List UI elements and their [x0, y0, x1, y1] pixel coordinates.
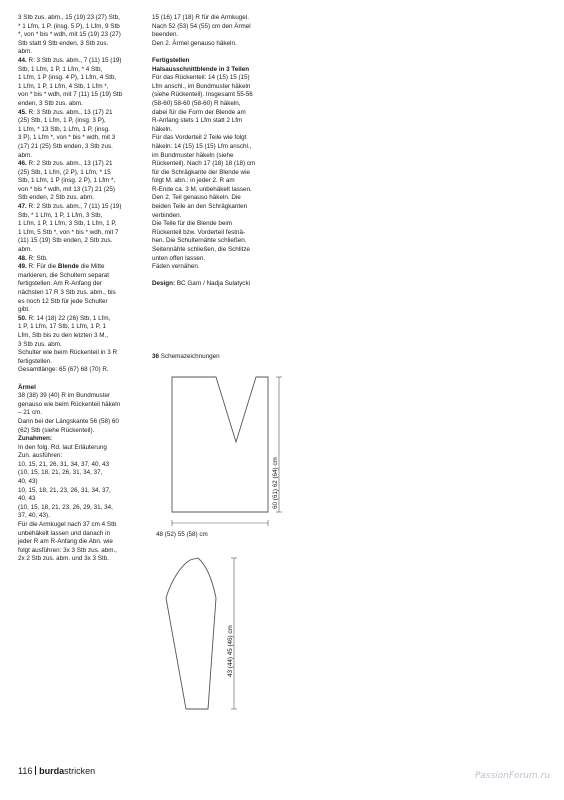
sleeve-height-label: 43 (44) 45 (46) cm	[227, 625, 234, 677]
footer-divider	[35, 766, 36, 775]
text-line: 1 Lfm, 5 Stb *, von * bis * wdh, mit 7	[18, 228, 119, 236]
text-line: fertigstellen. Am R-Anfang der	[18, 280, 102, 288]
text-line: verbinden.	[152, 211, 182, 219]
text-line: beenden.	[152, 31, 179, 39]
body-width-label: 48 (52) 55 (58) cm	[156, 531, 208, 538]
text-line: (25) Stb, 1 Lfm, 1 P, (insg. 3 P),	[18, 117, 106, 125]
text-line: nächsten 17 R 3 Stb zus. abm., bis	[18, 289, 116, 296]
text-line: Lfm anschl., im Bundmuster häkeln	[152, 82, 251, 90]
text-line: 40, 43)	[18, 478, 38, 486]
text-line: 37, 40, 43).	[18, 512, 50, 520]
text-line: 38 (38) 39 (40) R im Bundmuster	[18, 392, 111, 400]
text-line: 10, 15, 18, 21, 23, 26, 31, 34, 37,	[18, 486, 111, 494]
watermark: PassionForum.ru	[474, 771, 550, 781]
text-line: 1 Lfm, 1 P, 1 Lfm, 3 Stb, 1 Lfm, 1 P,	[18, 220, 117, 228]
text-line: unten offen lassen.	[152, 254, 206, 262]
page-number: 116	[18, 766, 33, 776]
text-line: häkeln.	[152, 125, 173, 133]
row-number: 44.	[18, 56, 27, 64]
text-line: Den 2. Teil genauso häkeln. Die	[152, 194, 241, 202]
text-line: Den 2. Ärmel genauso häkeln.	[152, 39, 237, 47]
text-line: Für das Vorderteil 2 Teile wie folgt	[152, 134, 247, 142]
text-line: jeder R am R-Anfang die Abn. wie	[18, 538, 113, 546]
section-heading: Fertigstellen	[152, 56, 190, 64]
body-piece-outline	[172, 377, 268, 512]
text-line: Stb, 1 Lfm, 1 P, 1 Lfm, * 4 Stb,	[18, 65, 103, 73]
text-line: 3 Stb zus. abm.	[18, 340, 62, 348]
row-number: 50.	[18, 314, 27, 322]
text-line: (25) Stb, 1 Lfm, (2 P), 1 Lfm, * 15	[18, 168, 111, 176]
row-number: 45.	[18, 108, 27, 116]
text-line: (siehe Rückenteil). Insgesamt 55-56	[152, 91, 253, 99]
row-number: 47.	[18, 203, 27, 211]
text-line: fertigstellen.	[18, 357, 52, 365]
text-line: 3 Stb zus. abm., 15 (19) 23 (27) Stb,	[18, 14, 120, 21]
text-line: (62) Stb (siehe Rückenteil).	[18, 426, 95, 434]
row-number: 48.	[18, 254, 27, 262]
text-line: beiden Teile an den Schrägkanten	[152, 203, 248, 211]
row-number: 46.	[18, 160, 27, 168]
text-line: 1 Lfm, * 13 Stb, 1 Lfm, 1 P, (insg.	[18, 125, 110, 133]
text-line: unbehäkelt lassen und danach in	[18, 529, 111, 537]
text-line: abm.	[18, 48, 32, 56]
design-credit: Design: BC Garn / Nadja Sulatycki	[152, 280, 250, 288]
text-line: folgt ausführen: 3x 3 Stb zus. abm.,	[18, 546, 118, 554]
text-line: R-Anfang stets 1 Lfm statt 2 Lfm	[152, 117, 243, 125]
text-line: markieren, die Schultern separat	[18, 271, 110, 279]
text-line: (58-60) 58-60 (58-60) R häkeln,	[152, 99, 241, 107]
text-line: Lfm, Stb bis zu den letzten 3 M.,	[18, 331, 108, 339]
sleeve-piece-outline	[166, 558, 216, 709]
text-line: Für das Rückenteil: 14 (15) 15 (15)	[152, 74, 250, 82]
text-line: R-Ende ca. 3 M. unbehäkelt lassen.	[152, 185, 252, 193]
text-line: Dann bei der Längskante 56 (58) 60	[18, 417, 119, 425]
text-line: genauso wie beim Rückenteil häkeln	[18, 400, 121, 408]
text-line: gibt.	[18, 306, 30, 314]
text-line: von * bis * wdh, mit 13 (17) 21 (25)	[18, 185, 115, 193]
text-line: 2x 2 Stb zus. abm. und 3x 3 Stb.	[18, 555, 110, 563]
text-line: Zun. ausführen:	[18, 452, 63, 460]
text-line: Stb, 1 Lfm, 1 P (insg. 2 P), 1 Lfm *,	[18, 177, 116, 185]
row-number: 49.	[18, 263, 27, 271]
text-line: (11) 15 (19) Stb enden, 2 Stb zus.	[18, 237, 113, 245]
text-line: Rückenteil bzw. Vorderteil festnä-	[152, 228, 246, 236]
text-line: Seitennähte schließen, die Schlitze	[152, 246, 251, 254]
text-line: 45. R: 3 Stb zus. abm., 13 (17) 21	[18, 108, 113, 116]
text-line: Nach 52 (53) 54 (55) cm den Ärmel	[152, 22, 251, 30]
text-line: (10, 15, 18, 21, 23, 26, 29, 31, 34,	[18, 503, 113, 511]
text-line: 44. R: 3 Stb zus. abm., 7 (11) 15 (19)	[18, 56, 122, 64]
text-line: Fäden vernähen.	[152, 263, 200, 271]
text-line: 48. R: Stb.	[18, 254, 48, 262]
text-line: dabei für die Form der Blende am	[152, 108, 246, 116]
text-line: Stb statt 9 Stb enden, 3 Stb zus.	[18, 39, 109, 47]
diagram-title: 36 Schemazeichnungen	[152, 353, 220, 360]
subheading: Halsausschnittblende in 3 Teilen	[152, 65, 250, 73]
subheading: Zunahmen:	[18, 435, 52, 443]
text-line: (17) 21 (25) Stb enden, 3 Stb zus.	[18, 142, 113, 150]
text-line: Schulter wie beim Rückenteil in 3 R	[18, 349, 118, 357]
text-line: enden, 3 Stb zus. abm.	[18, 99, 83, 107]
text-line: Die Teile für die Blende beim	[152, 220, 233, 228]
text-line: häkeln: 14 (15) 15 (15) Lfm anschl.,	[152, 142, 252, 150]
text-line: Für die Armkugel nach 37 cm 4 Stb	[18, 521, 117, 529]
text-line: 1 P, 1 Lfm, 17 Stb, 1 Lfm, 1 P, 1	[18, 323, 106, 331]
emphasis-word: Blende	[57, 263, 79, 271]
text-line: abm.	[18, 151, 32, 159]
text-line: 46. R: 2 Stb zus. abm., 13 (17) 21	[18, 160, 113, 168]
text-line: 49. R: Für die Blende die Mitte	[18, 263, 105, 271]
section-heading: Ärmel	[18, 383, 36, 391]
text-line: 3 P), 1 Lfm *, von * bis * wdh, mit 3	[18, 134, 116, 142]
text-line: folgt M. abn.: in jeder 2. R am	[152, 177, 235, 185]
text-line: 40, 43	[18, 495, 36, 503]
diagram-number: 36	[152, 353, 160, 360]
brand-name-bold: burda	[39, 766, 65, 776]
text-line: 15 (16) 17 (18) R für die Armkugel.	[152, 14, 249, 21]
body-height-label: 60 (61) 62 (64) cm	[272, 457, 279, 509]
text-line: im Bundmuster häkeln (siehe	[152, 151, 234, 159]
text-line: hen. Die Schulternähte schließen.	[152, 237, 247, 245]
text-line: 10, 15, 21, 26, 31, 34, 37, 40, 43	[18, 460, 110, 468]
text-line: von * bis * wdh, mit 7 (11) 15 (19) Stb	[18, 91, 123, 99]
text-line: abm.	[18, 246, 32, 254]
text-line: Stb, * 1 Lfm, 1 P, 1 Lfm, 3 Stb,	[18, 211, 103, 219]
text-line: Gesamtlänge: 65 (67) 68 (70) R.	[18, 366, 109, 374]
text-line: es noch 12 Stb für jede Schulter	[18, 297, 108, 305]
text-line: für die Schrägkante der Blende wie	[152, 168, 251, 176]
text-line: * 1 Lfm, 1 P. (insg. 5 P), 1 Lfm, 9 Stb	[18, 22, 120, 30]
text-line: 1 Lfm, 1 P, 1 Lfm, 4 Stb, 1 Lfm *,	[18, 82, 109, 90]
text-line: (10, 15, 18, 21, 26, 31, 34, 37,	[18, 469, 103, 477]
text-line: 50. R: 14 (18) 22 (26) Stb, 1 Lfm,	[18, 314, 111, 322]
text-line: – 21 cm.	[18, 409, 43, 417]
page-footer	[18, 766, 95, 777]
text-line: In den folg. Rd. laut Erläuterung	[18, 443, 107, 451]
text-line: Stb enden, 2 Stb zus. abm.	[18, 194, 94, 202]
text-line: 47. R: 2 Stb zus. abm., 7 (11) 15 (19)	[18, 203, 122, 211]
text-line: Rückenteil). Nach 17 (18) 18 (18) cm	[152, 160, 256, 168]
text-line: *, von * bis * wdh, mit 15 (19) 23 (27)	[18, 31, 121, 39]
brand-name-light: stricken	[64, 766, 96, 776]
text-line: 1 Lfm, 1 P (insg. 4 P), 1 Lfm, 4 Stb,	[18, 74, 117, 82]
